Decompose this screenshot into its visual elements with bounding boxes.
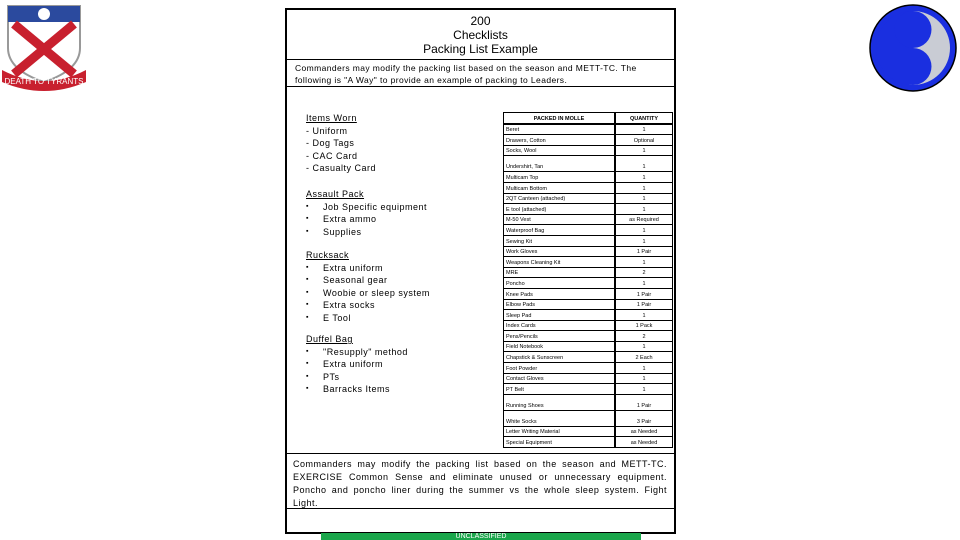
table-row [504,145,673,156]
item-name: Running Shoes [504,394,616,410]
table-row [504,288,673,299]
item-name: 2QT Canteen (attached) [504,193,616,204]
item-quantity: as Needed [615,437,673,448]
item-quantity: 1 [615,182,673,193]
list-item: - CAC Card [306,150,358,161]
table-row [504,320,673,331]
item-name: Beret [504,124,616,135]
list-item: ▪ PTs [306,371,408,384]
table-row [504,373,673,384]
list-item: ▪ Job Specific equipment [306,201,427,214]
list-item: ▪ "Resupply" method [306,346,408,359]
divider [287,59,674,60]
item-name: Sewing Kit [504,235,616,246]
divider [287,453,674,454]
section-title: Duffel Bag [306,334,353,344]
item-name: Elbow Pads [504,299,616,310]
item-quantity: 1 Pack [615,320,673,331]
assault-pack-list [306,188,427,238]
item-quantity: as Needed [615,426,673,437]
unit-crest-logo [0,0,88,92]
table-row [504,135,673,146]
table-row [504,384,673,395]
item-name: Multicam Bottom [504,182,616,193]
table-row [504,124,673,135]
table-row [504,235,673,246]
table-row [504,214,673,225]
classification-banner: UNCLASSIFIED [321,533,641,540]
slide-title [287,14,674,56]
item-quantity: 1 Pair [615,246,673,257]
item-name: Contact Gloves [504,373,616,384]
divider [287,86,674,87]
table-row [504,172,673,183]
item-quantity: as Required [615,214,673,225]
table-row [504,331,673,342]
list-item: ▪ E Tool [306,312,430,325]
item-quantity: 1 [615,235,673,246]
table-row [504,257,673,268]
item-quantity: 1 [615,341,673,352]
list-item: - Dog Tags [306,138,355,149]
list-item: ▪ Woobie or sleep system [306,287,430,300]
title-line-2: Checklists [453,28,508,42]
item-quantity: 1 [615,124,673,135]
list-item: - Casualty Card [306,163,377,174]
column-header: PACKED IN MOLLE [504,113,616,124]
section-title: Assault Pack [306,189,365,199]
item-quantity: 3 Pair [615,410,673,426]
column-header: QUANTITY [615,113,673,124]
list-item: ▪ Extra socks [306,299,430,312]
table-row [504,225,673,236]
svg-text:DEATH TO TYRANTS: DEATH TO TYRANTS [4,77,84,86]
rucksack-list [306,249,430,325]
item-name: Knee Pads [504,288,616,299]
item-name: Work Gloves [504,246,616,257]
item-quantity: 2 [615,331,673,342]
item-name: MRE [504,267,616,278]
item-quantity: 1 Pair [615,394,673,410]
table-row [504,410,673,426]
item-quantity: Optional [615,135,673,146]
checklist-slide [285,8,676,534]
section-title: Items Worn [306,113,357,123]
item-quantity: 1 [615,373,673,384]
item-name: Field Notebook [504,341,616,352]
table-row [504,352,673,363]
table-row [504,310,673,321]
item-name: Drawers, Cotton [504,135,616,146]
item-quantity: 1 [615,145,673,156]
item-name: Special Equipment [504,437,616,448]
item-name: Sleep Pad [504,310,616,321]
table-row [504,204,673,215]
table-row [504,278,673,289]
table-row [504,363,673,374]
table-row [504,426,673,437]
item-name: Poncho [504,278,616,289]
item-name: Foot Powder [504,363,616,374]
outro-text: Commanders may modify the packing list based on the season and METT-TC. EXERCISE Common Sense and eliminate unused or unnecessary equipment. Poncho and poncho liner during the summer vs the whole sleep system. Fight Light. [293,459,667,508]
item-quantity: 1 [615,225,673,236]
table-row [504,267,673,278]
list-item: ▪ Barracks Items [306,383,408,396]
item-quantity: 1 Pair [615,288,673,299]
list-item: ▪ Supplies [306,226,427,239]
packing-table [503,112,673,448]
item-quantity: 1 [615,193,673,204]
intro-text: Commanders may modify the packing list based on the season and METT-TC. The following is "A Way" to provide an example of packing to Leaders. [295,63,637,85]
list-item: ▪ Seasonal gear [306,274,430,287]
item-name: Index Cards [504,320,616,331]
list-item: ▪ Extra ammo [306,213,427,226]
item-quantity: 1 [615,156,673,172]
item-name: Weapons Cleaning Kit [504,257,616,268]
item-name: E tool (attached) [504,204,616,215]
item-name: White Socks [504,410,616,426]
divider [287,508,674,509]
item-quantity: 1 [615,310,673,321]
list-item: - Uniform [306,125,348,136]
item-quantity: 1 Pair [615,299,673,310]
table-row [504,182,673,193]
duffel-bag-list [306,333,408,396]
items-worn-list [306,112,376,175]
list-item: ▪ Extra uniform [306,358,408,371]
item-name: Undershirt, Tan [504,156,616,172]
item-name: Socks, Wool [504,145,616,156]
table-row [504,437,673,448]
item-quantity: 1 [615,204,673,215]
table-row [504,299,673,310]
item-quantity: 1 [615,384,673,395]
item-quantity: 1 [615,363,673,374]
section-title: Rucksack [306,250,350,260]
table-row [504,156,673,172]
table-row [504,394,673,410]
item-quantity: 1 [615,172,673,183]
item-name: Letter Writing Material [504,426,616,437]
item-name: Pens/Pencils [504,331,616,342]
item-name: Waterproof Bag [504,225,616,236]
item-name: Chapstick & Sunscreen [504,352,616,363]
item-quantity: 2 [615,267,673,278]
table-row [504,193,673,204]
item-name: PT Belt [504,384,616,395]
item-name: M-50 Vest [504,214,616,225]
list-item: ▪ Extra uniform [306,262,430,275]
item-quantity: 1 [615,257,673,268]
division-patch-logo [867,2,959,94]
title-line-1: 200 [470,14,491,28]
table-row [504,246,673,257]
item-name: Multicam Top [504,172,616,183]
item-quantity: 1 [615,278,673,289]
title-line-3: Packing List Example [423,42,538,56]
item-quantity: 2 Each [615,352,673,363]
table-row [504,341,673,352]
